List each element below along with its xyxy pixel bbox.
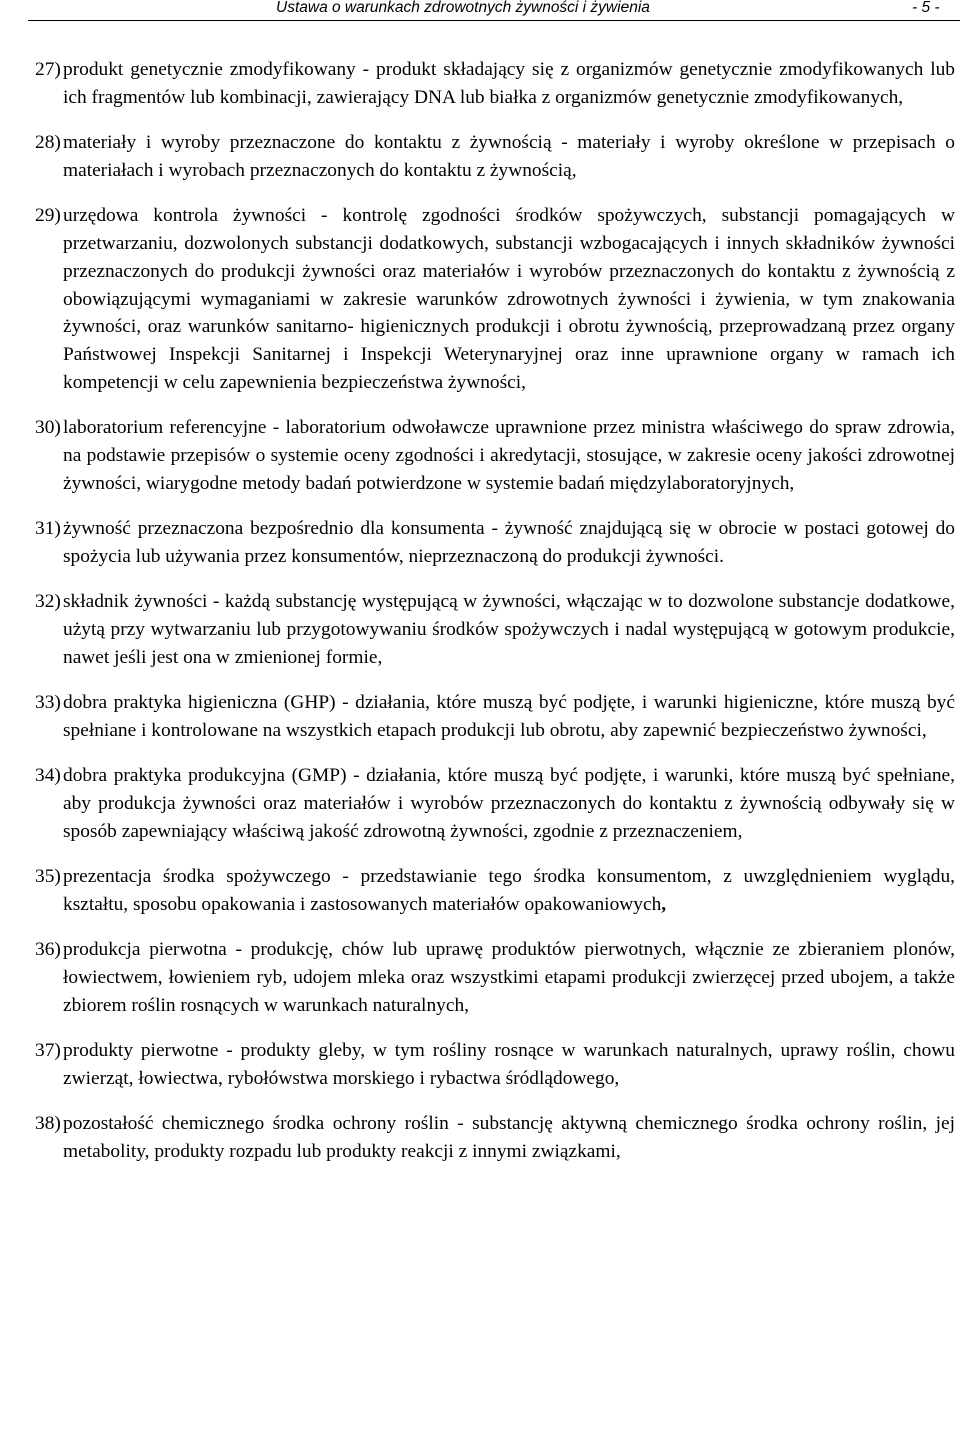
definition-item-27 (35, 56, 955, 112)
definition-number: 28) (35, 132, 61, 154)
definition-number: 27) (35, 59, 61, 80)
page-number: - 5 - (912, 0, 940, 16)
definition-item-35 (35, 863, 955, 919)
definition-item-31 (35, 515, 955, 571)
definition-item-30 (35, 414, 955, 497)
definitions-list (35, 56, 955, 1183)
definition-number: 37) (35, 1040, 61, 1062)
definition-number: 35) (35, 866, 61, 888)
definition-text: laboratorium referencyjne - laboratorium odwoławcze uprawnione przez ministra właściwego do spraw zdrowia, na podstawie przepisów o systemie oceny zgodności i akredytacji, stosujące, w zakresie oceny jakości zdrowotnej żywności, wiarygodne metody badań potwierdzone w systemie badań międzylaboratoryjnych, (63, 417, 955, 494)
definition-text: produkt genetycznie zmodyfikowany - produkt składający się z organizmów genetycznie zmodyfikowanych lub ich fragmentów lub kombinacji, zawierający DNA lub białka z organizmów genetycznie zmodyfikowanych, (63, 59, 955, 108)
definition-text: żywność przeznaczona bezpośrednio dla konsumenta - żywność znajdującą się w obrocie w postaci gotowej do spożycia lub używania przez konsumentów, nieprzeznaczoną do produkcji żywności. (63, 518, 955, 567)
definition-text: dobra praktyka produkcyjna (GMP) - działania, które muszą być podjęte, i warunki, które muszą być spełniane, aby produkcja żywności oraz materiałów i wyrobów przeznaczonych do kontaktu z żywnością odbywały się w sposób zapewniający właściwą jakość zdrowotną żywności, zgodnie z przeznaczeniem, (63, 765, 955, 842)
definition-item-33 (35, 689, 955, 745)
definition-text: materiały i wyroby przeznaczone do kontaktu z żywnością - materiały i wyroby określone w przepisach o materiałach i wyrobach przeznaczonych do kontaktu z żywnością, (63, 132, 955, 181)
definition-item-32 (35, 588, 955, 671)
definition-number: 30) (35, 417, 61, 439)
definition-text: produkty pierwotne - produkty gleby, w tym rośliny rosnące w warunkach naturalnych, uprawy roślin, chowu zwierząt, łowiectwa, rybołówstwa morskiego i rybactwa śródlądowego, (63, 1040, 955, 1089)
definition-item-36 (35, 936, 955, 1019)
definition-text: pozostałość chemicznego środka ochrony roślin - substancję aktywną chemicznego środka ochrony roślin, jej metabolity, produkty rozpadu lub produkty reakcji z innymi związkami, (63, 1113, 955, 1162)
definition-item-34 (35, 762, 955, 845)
definition-item-38 (35, 1110, 955, 1166)
definition-number: 36) (35, 939, 61, 961)
definition-text: składnik żywności - każdą substancję występującą w żywności, włączając w to dozwolone substancje dodatkowe, użytą przy wytwarzaniu lub przygotowywaniu środków spożywczych i nadal występującą w gotowym produkcie, nawet jeśli jest ona w zmienionej formie, (63, 591, 955, 668)
definition-number: 31) (35, 518, 61, 540)
definition-item-28 (35, 129, 955, 185)
definition-number: 38) (35, 1113, 61, 1135)
definition-number: 29) (35, 205, 61, 227)
definition-number: 34) (35, 765, 61, 787)
definition-text: prezentacja środka spożywczego - przedstawianie tego środka konsumentom, z uwzględnieniem wyglądu, kształtu, sposobu opakowania i zastosowanych materiałów opakowaniowych (63, 866, 955, 915)
definition-number: 32) (35, 591, 61, 613)
document-title: Ustawa o warunkach zdrowotnych żywności i żywienia (276, 0, 650, 16)
definition-text: dobra praktyka higieniczna (GHP) - działania, które muszą być podjęte, i warunki higieniczne, które muszą być spełniane i kontrolowane na wszystkich etapach produkcji lub obrotu, aby zapewnić bezpieczeństwo żywności, (63, 692, 955, 741)
definition-item-37 (35, 1037, 955, 1093)
definition-number: 33) (35, 692, 61, 714)
page-header (28, 0, 960, 21)
definition-text: produkcja pierwotna - produkcję, chów lub uprawę produktów pierwotnych, włącznie ze zbieraniem plonów, łowiectwem, łowieniem ryb, udojem mleka oraz wszystkimi etapami produkcji zwierzęcej przed ubojem, a także zbiorem roślin rosnących w warunkach naturalnych, (63, 939, 955, 1016)
definition-trailing-comma: , (661, 893, 667, 915)
definition-text: urzędowa kontrola żywności - kontrolę zgodności środków spożywczych, substancji pomagających w przetwarzaniu, dozwolonych substancji dodatkowych, substancji wzbogacających i innych składników żywności przeznaczonych do produkcji żywności oraz materiałów i wyrobów przeznaczonych do kontaktu z żywnością z obowiązującymi wymaganiami w zakresie warunków zdrowotnych żywności i żywienia, w tym znakowania żywności, oraz warunków sanitarno- higienicznych produkcji i obrotu żywnością, przeprowadzaną przez organy Państwowej Inspekcji Sanitarnej i Inspekcji Weterynaryjnej oraz inne uprawnione organy w ramach ich kompetencji w celu zapewnienia bezpieczeństwa żywności, (63, 205, 955, 393)
definition-item-29 (35, 202, 955, 397)
definition-text-wrapper (63, 863, 955, 919)
